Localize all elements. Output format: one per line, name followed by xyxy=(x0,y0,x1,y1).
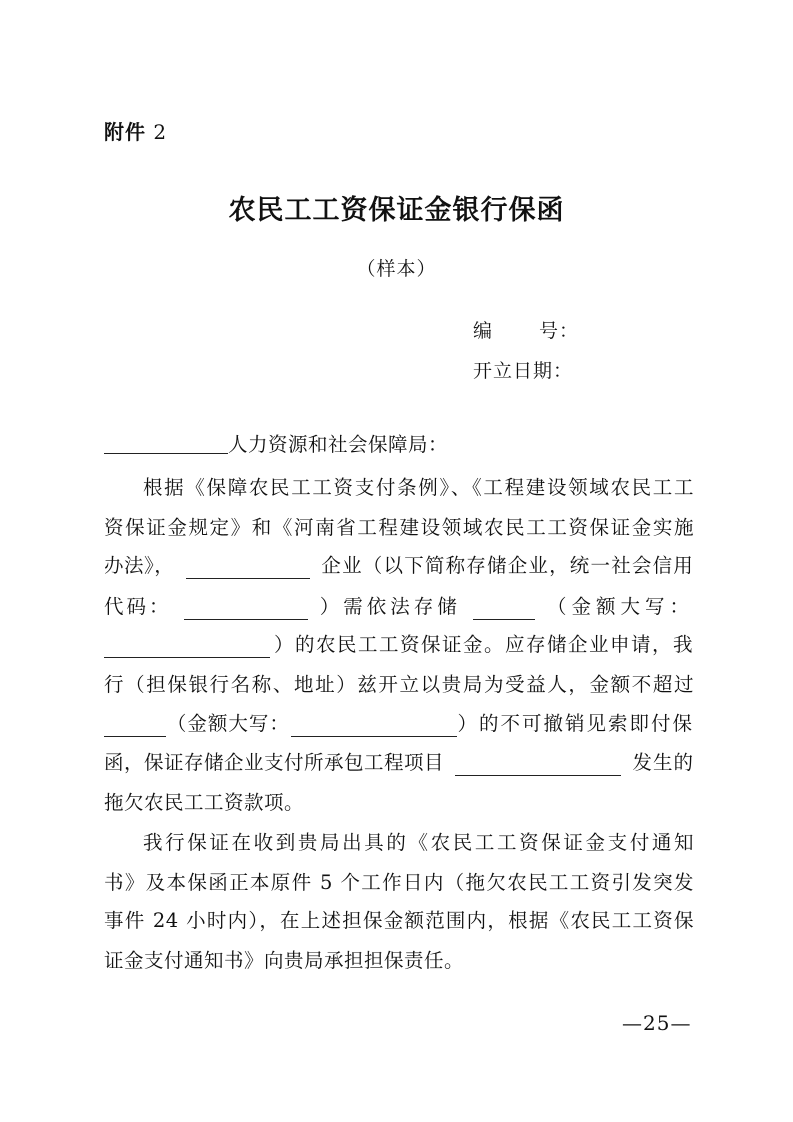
paragraph-1-line-1: 根据《保障农民工工资支付条例》、《工程建设领域农民工工 xyxy=(143,476,694,499)
page-number: —25— xyxy=(622,1011,692,1035)
number-label-part2: 号： xyxy=(539,320,580,342)
enterprise-name-blank xyxy=(186,558,310,579)
p1-l3-text-a: 办法》， xyxy=(104,554,175,577)
issue-date-label: 开立日期： xyxy=(473,360,574,382)
paragraph-2-line-1: 我行保证在收到贵局出具的《农民工工资保证金支付通知 xyxy=(143,831,694,854)
deposit-amount-blank xyxy=(473,599,535,620)
number-label-part1: 编 xyxy=(473,320,494,342)
p1-l4-text-b: ）需依法存储 xyxy=(319,595,461,618)
p1-l4-text-c: （金额大写： xyxy=(546,595,694,618)
paragraph-1-line-3 xyxy=(104,553,694,579)
deposit-amount-words-blank xyxy=(104,637,270,658)
p1-l5-text: ）的农民工工资保证金。应存储企业申请，我 xyxy=(273,633,694,656)
attachment-number: 2 xyxy=(153,120,168,144)
addressee-line xyxy=(104,432,694,458)
p1-l8-text-b: 发生的 xyxy=(632,751,694,774)
document-subtitle: （样本） xyxy=(356,258,437,280)
addressee-text: 人力资源和社会保障局： xyxy=(228,433,449,456)
p1-l4-text-a: 代码： xyxy=(104,595,172,618)
document-title: 农民工工资保证金银行保函 xyxy=(228,195,565,226)
paragraph-1-line-7 xyxy=(104,711,694,737)
paragraph-1-line-9: 拖欠农民工工资款项。 xyxy=(104,791,305,814)
credit-code-blank xyxy=(184,599,308,620)
p1-l3-text-b: 企业（以下简称存储企业，统一社会信用 xyxy=(321,554,694,577)
paragraph-1-line-4 xyxy=(104,594,694,620)
paragraph-1-line-6: 行（担保银行名称、地址）兹开立以贵局为受益人，金额不超过 xyxy=(104,673,694,696)
addressee-blank xyxy=(104,433,228,454)
paragraph-2-line-2: 书》及本保函正本原件 5 个工作日内（拖欠农民工工资引发突发 xyxy=(104,871,694,894)
paragraph-1-line-5 xyxy=(104,632,694,658)
issue-date-field xyxy=(473,358,573,384)
project-name-blank xyxy=(455,755,621,776)
guarantee-amount-words-blank xyxy=(291,716,457,737)
paragraph-2-line-4: 证金支付通知书》向贵局承担担保责任。 xyxy=(104,949,465,972)
attachment-label xyxy=(104,119,167,145)
paragraph-2-line-3: 事件 24 小时内），在上述担保金额范围内，根据《农民工工资保 xyxy=(104,909,694,932)
guarantee-amount-blank xyxy=(104,716,166,737)
guarantee-number-field xyxy=(473,318,579,344)
p1-l7-text-b: ）的不可撤销见索即付保 xyxy=(457,712,694,735)
p1-l8-text-a: 函，保证存储企业支付所承包工程项目 xyxy=(104,751,445,774)
paragraph-1-line-8 xyxy=(104,750,694,776)
attachment-label-text: 附件 xyxy=(104,120,146,144)
p1-l7-text-a: （金额大写： xyxy=(166,712,290,735)
paragraph-1-line-2: 资保证金规定》和《河南省工程建设领域农民工工资保证金实施 xyxy=(104,516,694,539)
